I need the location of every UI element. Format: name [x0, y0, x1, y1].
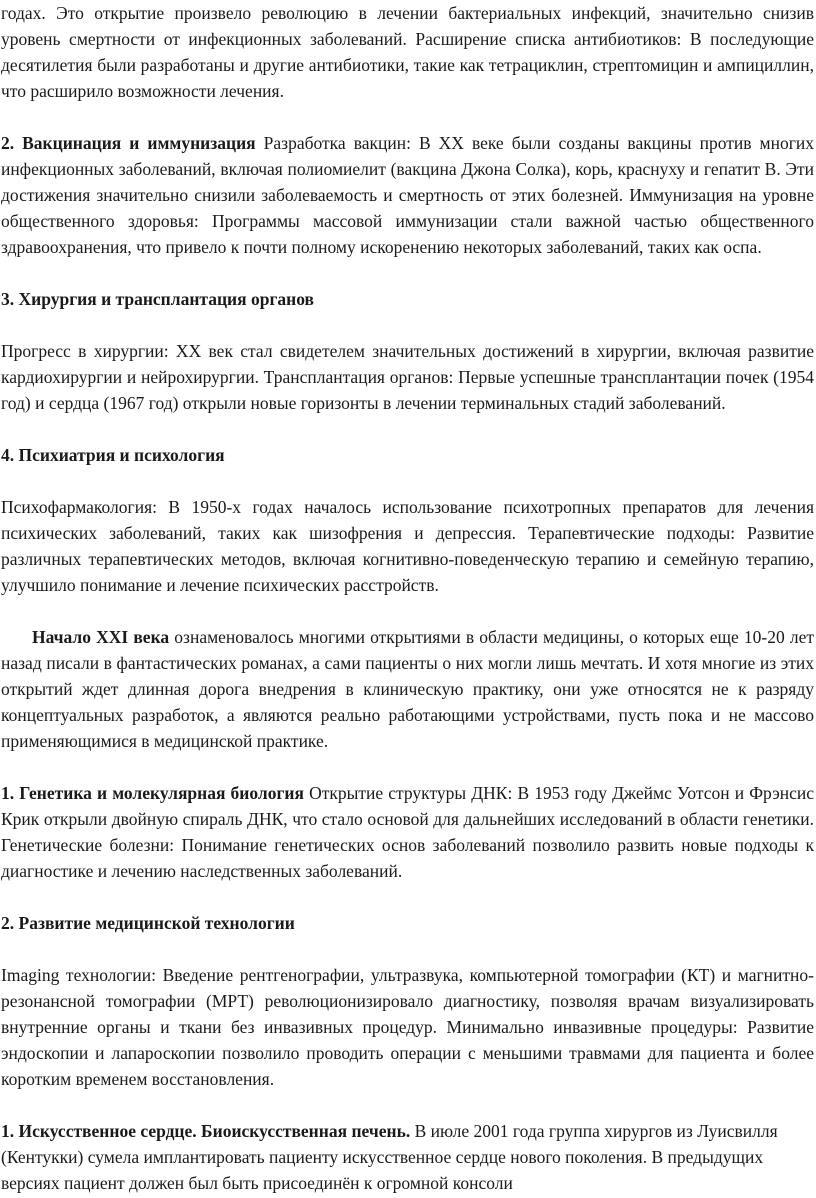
bold-lead: Начало XXI века — [32, 627, 170, 647]
section-artificial-heart — [0, 1118, 814, 1196]
section-text: Открытие структуры ДНК: В 1953 году Джеймс Уотсон и Фрэнсис Крик открыли двойную спираль ДНК, что стало основой для дальнейших исследований в области генетики. Генетические болезни: Понимание генетических основ заболеваний позволило развить новые подходы к диагностике и лечению наследственных заболеваний. — [1, 783, 814, 881]
section-heading-psychiatry: 4. Психиатрия и психология — [1, 445, 225, 465]
section-heading: 1. Искусственное сердце. Биоискусственная печень. — [1, 1121, 411, 1141]
paragraph-antibiotics: годах. Это открытие произвело революцию в лечении бактериальных инфекций, значительно снизив уровень смертности от инфекционных заболеваний. Расширение списка антибиотиков: В последующие десятилетия были разработаны и другие антибиотики, такие как тетрациклин, стрептомицин и ампициллин, что расширило возможности лечения. — [1, 3, 814, 101]
section-heading-med-tech: 2. Развитие медицинской технологии — [1, 913, 295, 933]
section-heading: 1. Генетика и молекулярная биология — [1, 783, 304, 803]
section-text-psychiatry: Психофармакология: В 1950-х годах началось использование психотропных препаратов для лечения психических заболеваний, таких как шизофрения и депрессия. Терапевтические подходы: Развитие различных терапевтических методов, включая когнитивно-поведенческую терапию и семейную терапию, улучшило понимание и лечение психических расстройств. — [1, 497, 814, 595]
section-vaccination — [0, 130, 814, 260]
paragraph-text: ознаменовалось многими открытиями в области медицины, о которых еще 10-20 лет назад писали в фантастических романах, а сами пациенты о них могли лишь мечтать. И хотя многие из этих открытий ждет длинная дорога внедрения в клиническую практику, они уже относятся не к разряду концептуальных разработок, а являются реально работающими устройствами, пусть пока и не массово применяющимися в медицинской практике. — [1, 627, 815, 751]
section-heading-surgery: 3. Хирургия и трансплантация органов — [1, 289, 315, 309]
section-text-med-tech: Imaging технологии: Введение рентгенографии, ультразвука, компьютерной томографии (КТ) и магнитно-резонансной томографии (МРТ) революционизировало диагностику, позволяя врачам визуализировать внутренние органы и ткани без инвазивных процедур. Минимально инвазивные процедуры: Развитие эндоскопии и лапароскопии позволило проводить операции с меньшими травмами для пациента и более коротким временем восстановления. — [1, 965, 814, 1089]
section-genetics — [0, 780, 814, 884]
paragraph-21st-century — [0, 624, 814, 754]
section-text-surgery: Прогресс в хирургии: XX век стал свидетелем значительных достижений в хирургии, включая развитие кардиохирургии и нейрохирургии. Трансплантация органов: Первые успешные трансплантации почек (1954 год) и сердца (1967 год) открыли новые горизонты в лечении терминальных стадий заболеваний. — [1, 341, 814, 413]
section-text: Разработка вакцин: В XX веке были созданы вакцины против многих инфекционных заболеваний, включая полиомиелит (вакцина Джона Солка), корь, краснуху и гепатит B. Эти достижения значительно снизили заболеваемость и смертность от этих болезней. Иммунизация на уровне общественного здоровья: Программы массовой иммунизации стали важной частью общественного здравоохранения, что привело к почти полному искоренению некоторых заболеваний, таких как оспа. — [1, 133, 814, 257]
section-heading: 2. Вакцинация и иммунизация — [1, 133, 256, 153]
section-text: В июле 2001 года группа хирургов из Луисвилля (Кентукки) сумела имплантировать пациенту искусственное сердце нового поколения. В предыдущих версиях пациент должен был быть присоединён к огромной консоли — [1, 1121, 778, 1193]
